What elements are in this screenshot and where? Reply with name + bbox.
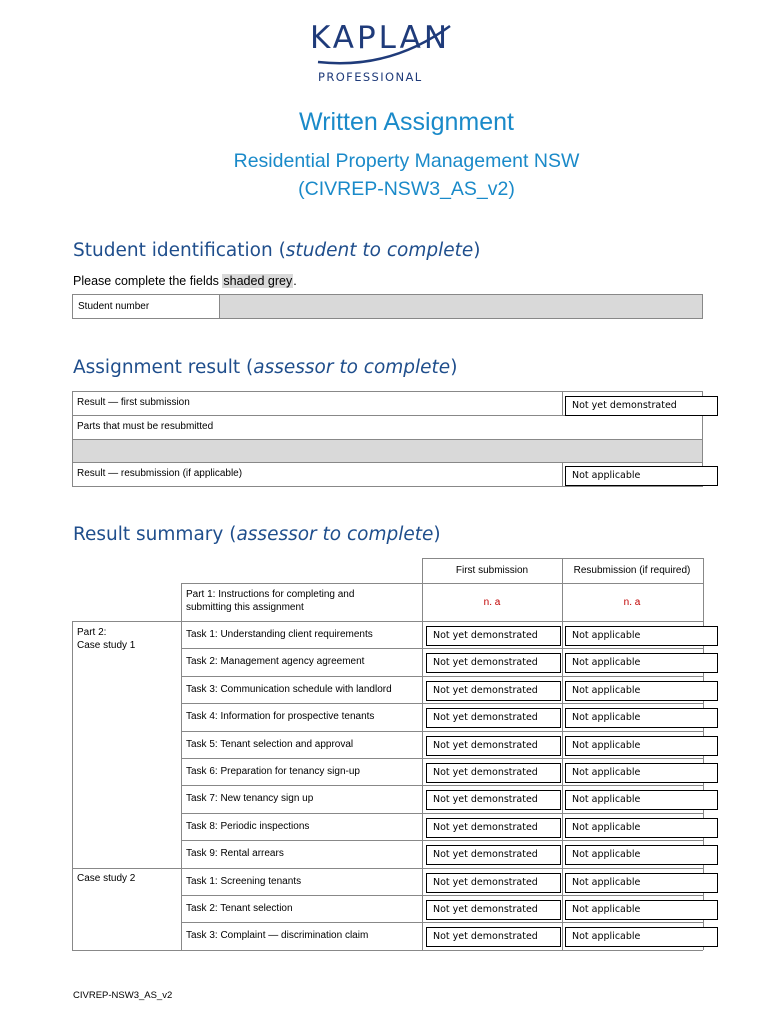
student-section-heading: Student identification (student to complete) <box>73 240 481 261</box>
grid-line <box>181 583 182 950</box>
assignment-result-heading: Assignment result (assessor to complete) <box>73 357 458 378</box>
case-study-2-label: Case study 2 <box>77 873 136 884</box>
part1-label-line1: Part 1: Instructions for completing and <box>186 589 355 600</box>
first-submission-label: Result — first submission <box>77 397 190 408</box>
grid-line <box>181 922 703 923</box>
task-resub-result-select[interactable]: Not applicable <box>565 736 718 756</box>
grid-line <box>72 950 703 951</box>
logo-word: KAPLAN <box>310 20 451 56</box>
task-resub-result-select[interactable]: Not applicable <box>565 681 718 701</box>
grid-line <box>181 895 703 896</box>
parts-resubmitted-label: Parts that must be resubmitted <box>77 421 214 432</box>
task-first-result-select[interactable]: Not yet demonstrated <box>426 653 561 673</box>
task-resub-result-select[interactable]: Not applicable <box>565 708 718 728</box>
task-first-result-select[interactable]: Not yet demonstrated <box>426 763 561 783</box>
task-label: Task 7: New tenancy sign up <box>186 793 314 804</box>
grid-line <box>422 558 423 950</box>
grid-line <box>181 785 703 786</box>
grid-line <box>181 703 703 704</box>
grid-line <box>181 648 703 649</box>
kaplan-logo <box>300 18 470 90</box>
grid-line <box>562 558 563 950</box>
student-number-label: Student number <box>72 294 220 319</box>
task-resub-result-select[interactable]: Not applicable <box>565 763 718 783</box>
grid-line <box>181 731 703 732</box>
part1-label-line2: submitting this assignment <box>186 602 304 613</box>
task-label: Task 2: Management agency agreement <box>186 656 365 667</box>
task-first-result-select[interactable]: Not yet demonstrated <box>426 708 561 728</box>
task-first-result-select[interactable]: Not yet demonstrated <box>426 790 561 810</box>
student-number-field[interactable] <box>219 294 703 319</box>
task-label: Task 8: Periodic inspections <box>186 821 310 832</box>
task-first-result-select[interactable]: Not yet demonstrated <box>426 845 561 865</box>
task-resub-result-select[interactable]: Not applicable <box>565 873 718 893</box>
parts-resubmitted-field[interactable] <box>73 440 702 462</box>
part1-first-na: n. a <box>483 597 501 608</box>
task-first-result-select[interactable]: Not yet demonstrated <box>426 736 561 756</box>
task-first-result-select[interactable]: Not yet demonstrated <box>426 873 561 893</box>
task-label: Task 3: Complaint — discrimination claim <box>186 930 369 941</box>
part1-resub-na: n. a <box>623 597 641 608</box>
col-first-submission: First submission <box>455 565 529 576</box>
grid-line <box>181 758 703 759</box>
grid-line <box>72 621 73 950</box>
task-label: Task 3: Communication schedule with landlord <box>186 684 392 695</box>
part2-label-line2: Case study 1 <box>77 640 136 651</box>
grid-line <box>181 583 703 584</box>
task-label: Task 9: Rental arrears <box>186 848 284 859</box>
task-resub-result-select[interactable]: Not applicable <box>565 626 718 646</box>
task-first-result-select[interactable]: Not yet demonstrated <box>426 626 561 646</box>
grid-line <box>181 676 703 677</box>
task-label: Task 2: Tenant selection <box>186 903 293 914</box>
document-code: (CIVREP-NSW3_AS_v2) <box>298 178 515 200</box>
document-title: Written Assignment <box>299 108 514 136</box>
task-first-result-select[interactable]: Not yet demonstrated <box>426 900 561 920</box>
task-resub-result-select[interactable]: Not applicable <box>565 790 718 810</box>
resubmission-label: Result — resubmission (if applicable) <box>77 468 243 479</box>
task-first-result-select[interactable]: Not yet demonstrated <box>426 927 561 947</box>
task-label: Task 1: Screening tenants <box>186 876 302 887</box>
grid-line <box>181 840 703 841</box>
first-submission-result-select[interactable]: Not yet demonstrated <box>565 396 718 416</box>
grid-line <box>181 813 703 814</box>
footer-code: CIVREP-NSW3_AS_v2 <box>73 990 173 1001</box>
grid-line <box>72 621 703 622</box>
grid-line <box>72 868 703 869</box>
task-resub-result-select[interactable]: Not applicable <box>565 653 718 673</box>
task-first-result-select[interactable]: Not yet demonstrated <box>426 818 561 838</box>
task-label: Task 6: Preparation for tenancy sign-up <box>186 766 360 777</box>
logo-subtext: PROFESSIONAL <box>318 70 423 84</box>
part2-label-line1: Part 2: <box>77 627 107 638</box>
resubmission-result-select[interactable]: Not applicable <box>565 466 718 486</box>
document-subtitle: Residential Property Management NSW <box>233 150 580 172</box>
task-resub-result-select[interactable]: Not applicable <box>565 818 718 838</box>
task-resub-result-select[interactable]: Not applicable <box>565 927 718 947</box>
instruction-note: Please complete the fields shaded grey. <box>73 274 297 288</box>
result-summary-heading: Result summary (assessor to complete) <box>73 524 441 545</box>
task-label: Task 5: Tenant selection and approval <box>186 739 354 750</box>
task-resub-result-select[interactable]: Not applicable <box>565 845 718 865</box>
col-resubmission: Resubmission (if required) <box>573 565 691 576</box>
task-label: Task 4: Information for prospective tenants <box>186 711 375 722</box>
task-first-result-select[interactable]: Not yet demonstrated <box>426 681 561 701</box>
task-resub-result-select[interactable]: Not applicable <box>565 900 718 920</box>
task-label: Task 1: Understanding client requirements <box>186 629 373 640</box>
